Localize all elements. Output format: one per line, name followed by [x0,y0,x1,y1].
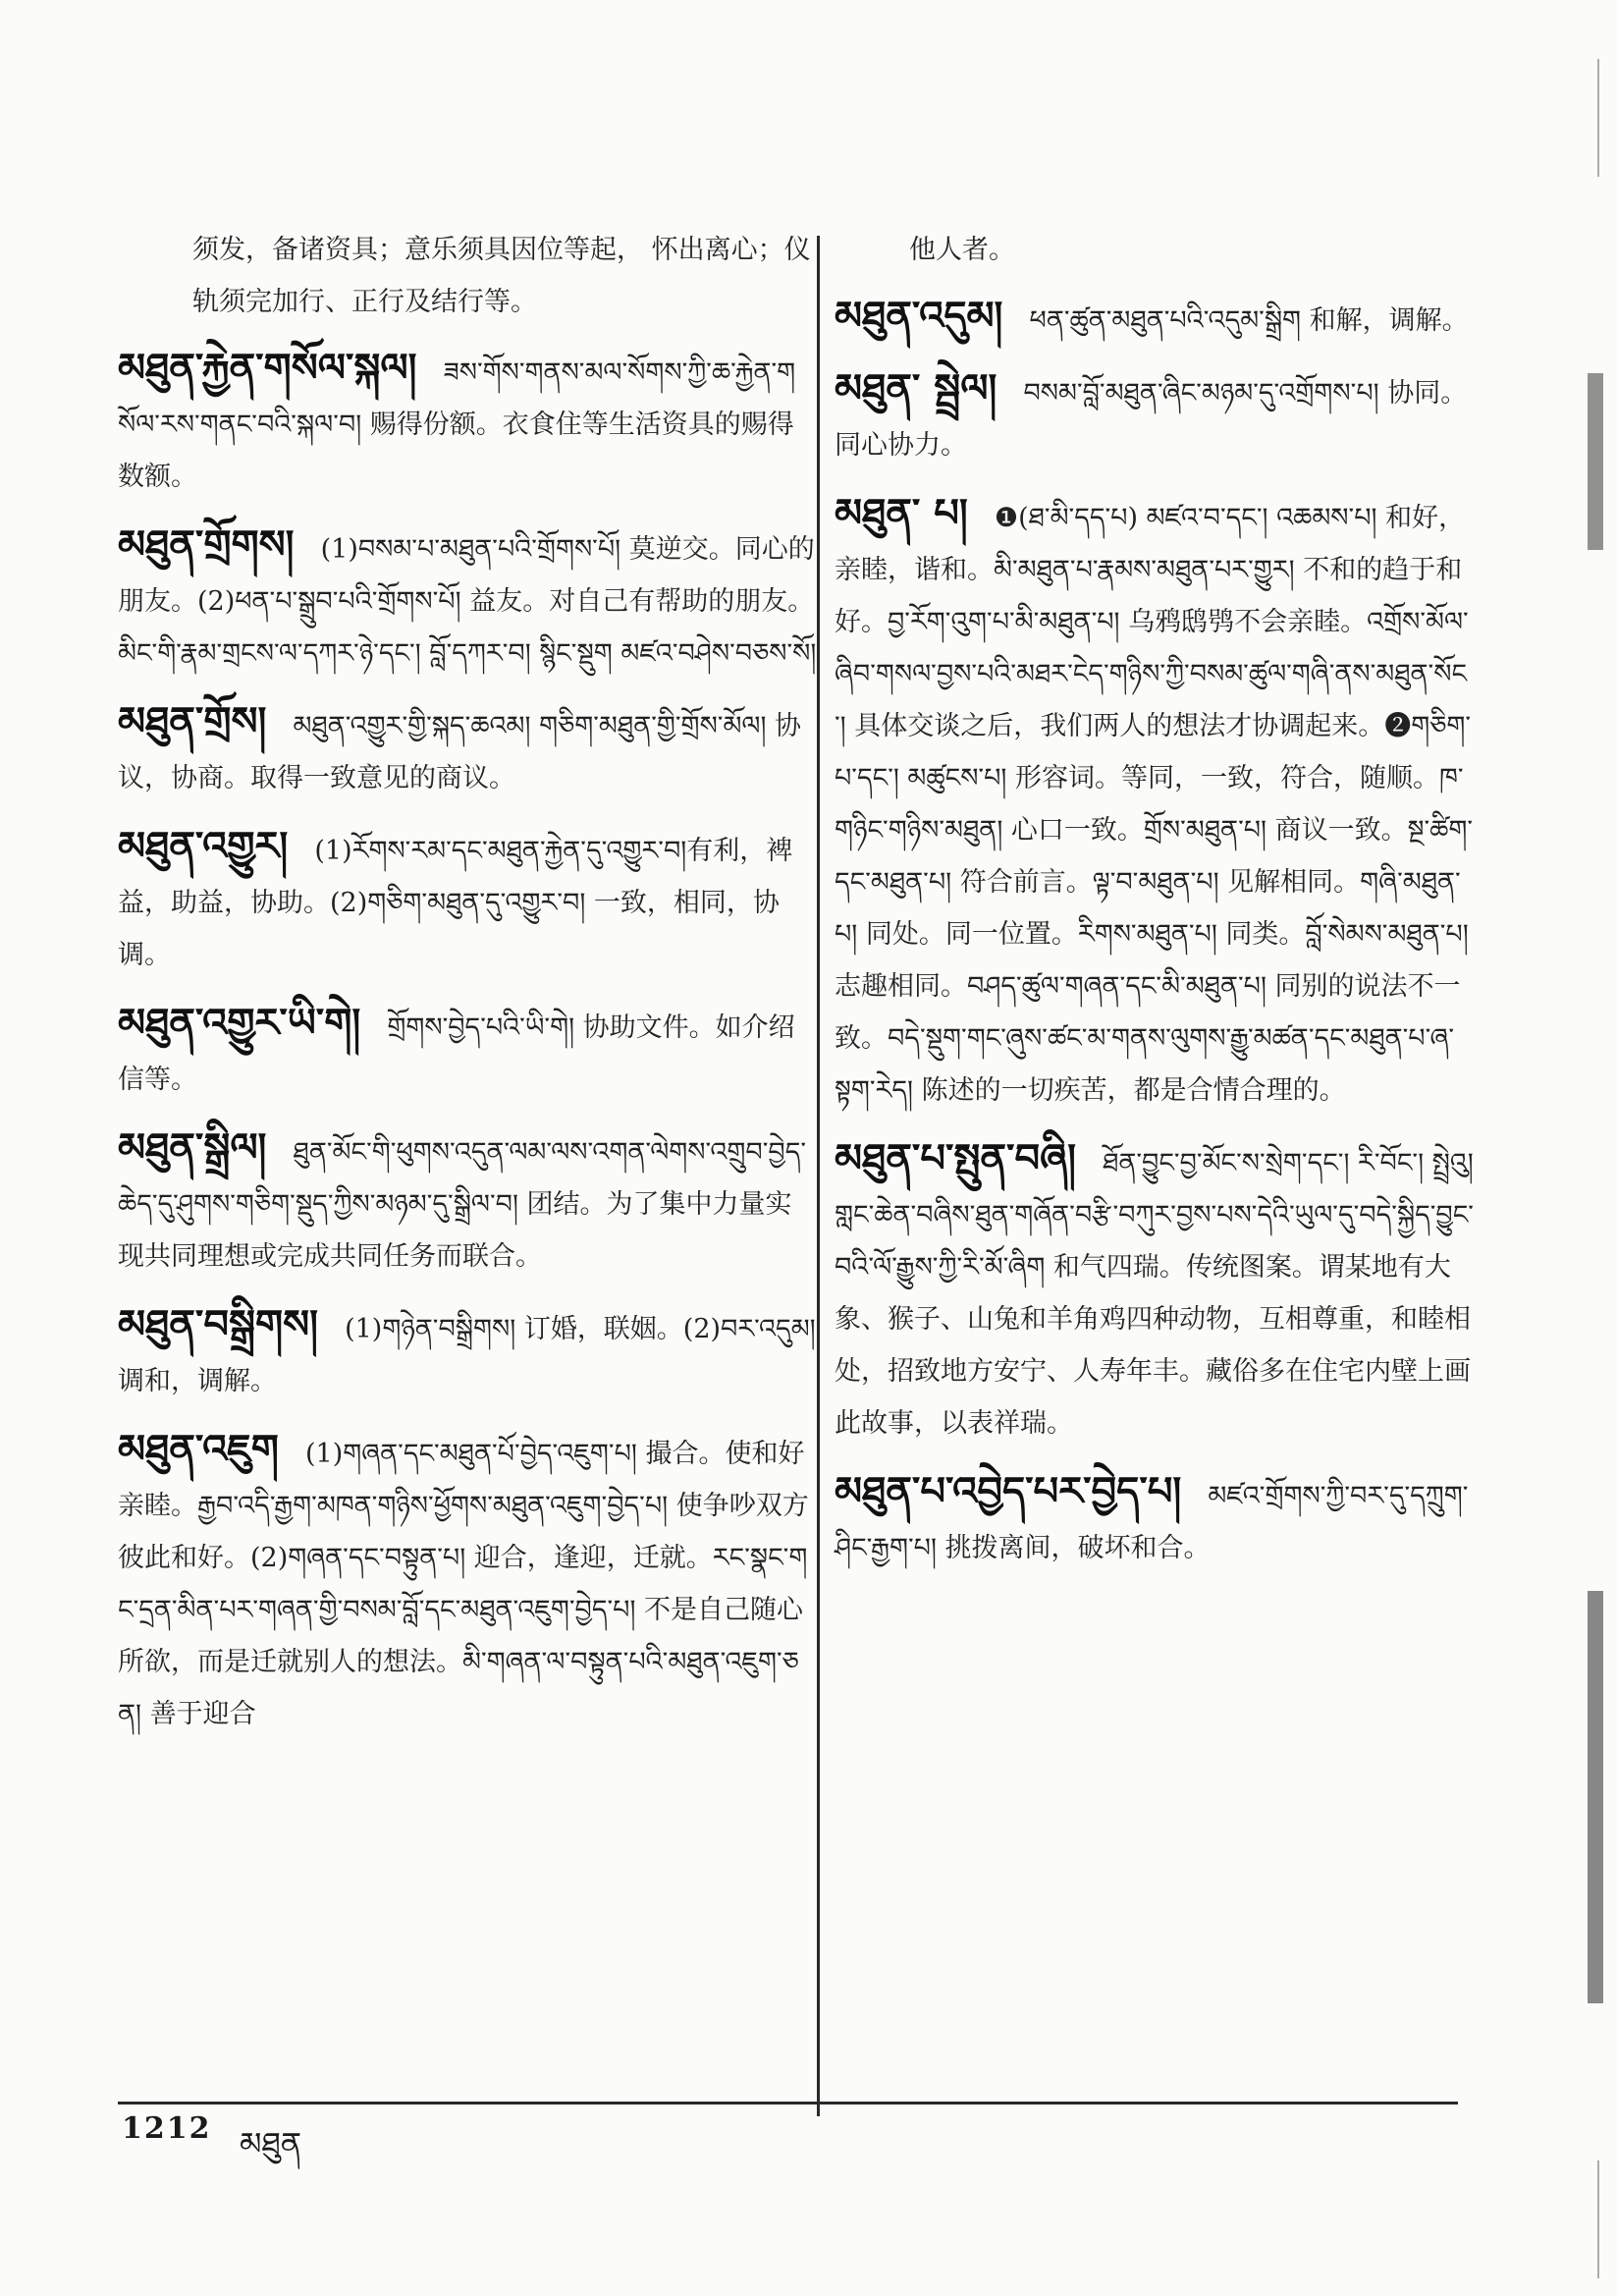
definition: ཟས་གོས་གནས་མལ་སོགས་ཀྱི་ཆ་རྐྱེན་གསོལ་རས་གནང་བའི་སྐལ་བ། 赐得份额。衣食住等生活资具的赐得数额。 [118,357,796,492]
definition: མཛའ་གྲོགས་ཀྱི་བར་དུ་དཀྲུག་ཤིང་རྒྱག་པ། 挑拨离间，破坏和合。 [835,1481,1469,1563]
headword: མཐུན་འགྱུར། [118,824,289,869]
definition: བསམ་བློ་མཐུན་ཞིང་མཉམ་དུ་འགྲོགས་པ། 协同。同心协力。 [835,378,1468,461]
dictionary-entry [835,487,1475,1117]
dictionary-entry [118,997,817,1106]
definition: (1)བསམ་པ་མཐུན་པའི་གྲོགས་པོ། 莫逆交。同心的朋友。(2)ཕན་པ་སྒྲུབ་པའི་གྲོགས་པོ། 益友。对自己有帮助的朋友。མིང་གི་རྣམ་གྲངས་ལ་དཀར་ཉེ་དང་། བློ་དཀར་བ། སྙིང་སྡུག མཛའ་བཤེས་བཅས་སོ། [118,534,817,669]
headword: མཐུན་སྒྲིལ། [118,1125,267,1171]
dictionary-entry [118,695,817,804]
definition: (1)རོགས་རམ་དང་མཐུན་རྐྱེན་དུ་འགྱུར་བ།有利，裨益，助益，协助。(2)གཅིག་མཐུན་དུ་འགྱུར་བ། 一致，相同，协调。 [118,836,793,970]
continuation-body: 须发，备诸资具；意乐须具因位等起， 怀出离心；仪轨须完加行、正行及结行等。 [192,235,811,317]
page-number: 1212 [122,2111,212,2146]
scan-edge-artifacts [1558,0,1617,2296]
headword: མཐུན་བསྒྲིགས། [118,1302,318,1347]
footer-rule [118,2102,1458,2105]
headword: མཐུན་ སྦྲེལ། [835,366,997,411]
dictionary-entry [118,1423,817,1740]
dictionary-entry [835,1465,1475,1574]
running-head: མཐུན [240,2125,302,2162]
dictionary-entry [835,362,1475,471]
headword: མཐུན་འགྱུར་ཡི་གེ། [118,1001,361,1046]
headword: མཐུན་པ་འབྱེད་པར་བྱེད་པ། [835,1469,1182,1514]
headword: མཐུན་རྐྱེན་གསོལ་སྐལ། [118,346,417,391]
dictionary-entry [835,290,1475,347]
continuation-text [118,224,817,328]
continuation-text [835,224,1475,276]
headword: མཐུན་གྲོས། [118,699,267,744]
right-column [835,224,1475,1590]
dictionary-entry [835,1132,1475,1449]
column-divider [817,236,820,2116]
headword: མཐུན་འཇུག [118,1427,279,1472]
dictionary-entry [118,820,817,981]
definition: ཕན་ཚུན་མཐུན་པའི་འདུམ་སྒྲིག 和解，调解。 [1029,305,1469,336]
dictionary-entry [118,1298,817,1407]
definition: གྲོགས་བྱེད་པའི་ཡི་གེ། 协助文件。如介绍信等。 [118,1012,795,1095]
dictionary-entry [118,342,817,503]
definition: (1)གཉེན་བསྒྲིགས། 订婚，联姻。(2)བར་འདུམ། 调和，调解。 [118,1314,816,1396]
headword: མཐུན་པ་སྤུན་བཞི། [835,1136,1076,1181]
headword: མཐུན་གྲོགས། [118,522,295,568]
dictionary-entry [118,1121,817,1283]
definition: མཐུན་འགྱུར་གྱི་སྐད་ཆའམ། གཅིག་མཐུན་གྱི་གྲོས་མོལ། 协议，协商。取得一致意见的商议。 [118,711,802,793]
definition: ཐུན་མོང་གི་ཕུགས་འདུན་ལམ་ལས་འགན་ལེགས་འགྲུབ་བྱེད་ཆེད་དུ་ཤུགས་གཅིག་སྡུད་ཀྱིས་མཉམ་དུ་སྒྲིལ་བ། 团结。为了集中力量实现共同理想或完成共同任务而联合。 [118,1137,806,1272]
definition: ཐོན་བྱུང་བྱ་མོང་ས་སྲེག་དང་། རི་བོང་། སྤྲེའུ། གླང་ཆེན་བཞིས་ཐུན་གཞོན་བརྩི་བཀུར་བྱས་པས་དེའི་ཡུལ་དུ་བདེ་སྐྱིད་བྱུང་བའི་ལོ་རྒྱུས་ཀྱི་རི་མོ་ཞིག 和气四瑞。传统图案。谓某地有大象、猴子、山兔和羊角鸡四种动物，互相尊重，和睦相处，招致地方安宁、人寿年丰。藏俗多在住宅内壁上画此故事，以表祥瑞。 [835,1148,1474,1439]
definition: ❶(ཐ་མི་དད་པ) མཛའ་བ་དང་། འཆམས་པ། 和好，亲睦，谐和。མི་མཐུན་པ་རྣམས་མཐུན་པར་གྱུར། 不和的趋于和好。བྱ་རོག་འུག་པ་མི་མཐུན་པ། 乌鸦鸱鸮不会亲睦。འགྲོས་མོལ་ཞིབ་གསལ་བྱས་པའི་མཐར་ངེད་གཉིས་ཀྱི་བསམ་ཚུལ་གཞི་ནས་མཐུན་སོང་། 具体交谈之后，我们两人的想法才协调起来。❷གཅིག་པ་དང་། མཚུངས་པ། 形容词。等同，一致，符合，随顺。ཁ་གཉིང་གཉིས་མཐུན། 心口一致。གྲོས་མཐུན་པ། 商议一致。སྔ་ཚིག་དང་མཐུན་པ། 符合前言。ལྟ་བ་མཐུན་པ། 见解相同。གཞི་མཐུན་པ། 同处。同一位置。རིགས་མཐུན་པ། 同类。བློ་སེམས་མཐུན་པ། 志趣相同。བཤད་ཚུལ་གཞན་དང་མི་མཐུན་པ། 同别的说法不一致。བདེ་སྡུག་གང་ཞུས་ཚང་མ་གནས་ལུགས་རྒྱུ་མཚན་དང་མཐུན་པ་ཞ་སྟག་རེད། 陈述的一切疾苦，都是合情合理的。 [835,503,1474,1106]
headword: མཐུན་འདུམ། [835,294,1003,339]
dictionary-entry [118,519,817,680]
left-column [118,224,817,1756]
headword: མཐུན་ པ། [835,491,968,536]
continuation-body: 他人者。 [909,235,1015,265]
definition: (1)གཞན་དང་མཐུན་པོ་བྱེད་འཇུག་པ། 撮合。使和好亲睦。རྒྱབ་འདི་རྒྱག་མཁན་གཉིས་ཕྱོགས་མཐུན་འཇུག་བྱེད་པ། 使争吵双方彼此和好。(2)གཞན་དང་བསྟུན་པ། 迎合，逢迎，迁就。རང་སྣང་གང་དྲན་མིན་པར་གཞན་གྱི་བསམ་བློ་དང་མཐུན་འཇུག་བྱེད་པ། 不是自己随心所欲，而是迁就别人的想法。མི་གཞན་ལ་བསྟུན་པའི་མཐུན་འཇུག་ཅན། 善于迎合 [118,1439,809,1729]
